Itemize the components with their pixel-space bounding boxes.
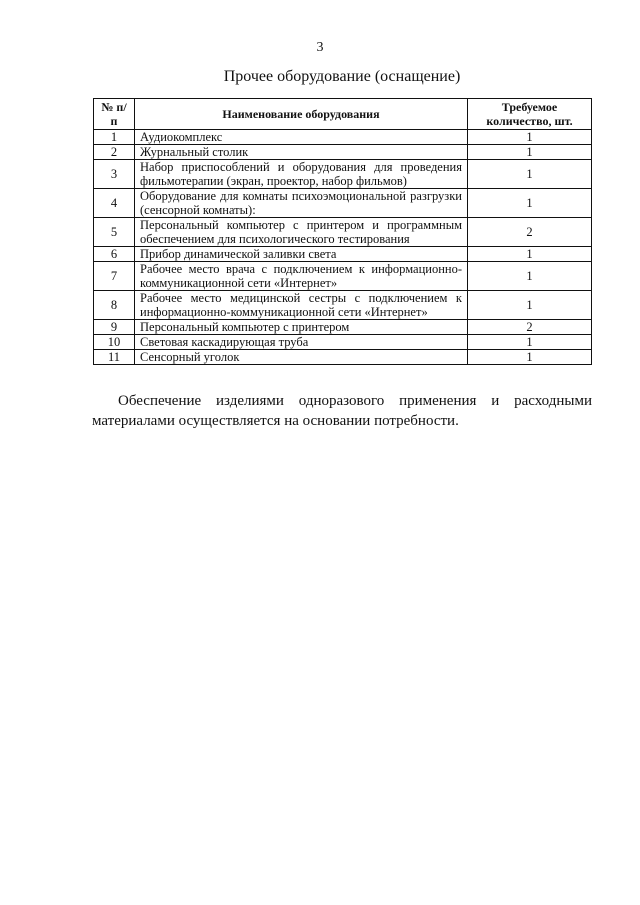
table-row <box>94 130 592 145</box>
row-quantity: 1 <box>468 291 592 320</box>
row-quantity: 1 <box>468 335 592 350</box>
equipment-table <box>93 98 592 365</box>
table-row <box>94 160 592 189</box>
row-equipment-name: Световая каскадирующая труба <box>135 335 468 350</box>
row-number: 4 <box>94 189 135 218</box>
row-quantity: 1 <box>468 247 592 262</box>
row-number: 5 <box>94 218 135 247</box>
row-number: 8 <box>94 291 135 320</box>
page-number: 3 <box>316 40 324 55</box>
table-row <box>94 145 592 160</box>
table-row <box>94 262 592 291</box>
row-quantity: 1 <box>468 350 592 365</box>
table-row <box>94 291 592 320</box>
row-quantity: 1 <box>468 189 592 218</box>
row-quantity: 1 <box>468 145 592 160</box>
row-number: 7 <box>94 262 135 291</box>
row-quantity: 1 <box>468 130 592 145</box>
supply-note: Обеспечение изделиями одноразового применения и расходными материалами осуществляется на основании потребности. <box>92 393 592 429</box>
row-equipment-name: Персональный компьютер с принтером и программным обеспечением для психологического тестирования <box>135 218 468 247</box>
table-row <box>94 189 592 218</box>
row-number: 11 <box>94 350 135 365</box>
row-number: 6 <box>94 247 135 262</box>
row-quantity: 1 <box>468 160 592 189</box>
header-quantity: Требуемое количество, шт. <box>468 99 592 130</box>
row-number: 1 <box>94 130 135 145</box>
document-title: Прочее оборудование (оснащение) <box>223 68 461 85</box>
table-header-row <box>94 99 592 130</box>
row-equipment-name: Аудиокомплекс <box>135 130 468 145</box>
row-equipment-name: Оборудование для комнаты психоэмоциональной разгрузки (сенсорной комнаты): <box>135 189 468 218</box>
row-number: 10 <box>94 335 135 350</box>
row-equipment-name: Набор приспособлений и оборудования для проведения фильмотерапии (экран, проектор, набор фильмов) <box>135 160 468 189</box>
header-number: № п/п <box>94 99 135 130</box>
table-row <box>94 218 592 247</box>
table-row <box>94 320 592 335</box>
row-quantity: 2 <box>468 320 592 335</box>
row-quantity: 1 <box>468 262 592 291</box>
row-quantity: 2 <box>468 218 592 247</box>
row-equipment-name: Журнальный столик <box>135 145 468 160</box>
row-equipment-name: Рабочее место врача с подключением к информационно-коммуникационной сети «Интернет» <box>135 262 468 291</box>
row-equipment-name: Персональный компьютер с принтером <box>135 320 468 335</box>
row-equipment-name: Рабочее место медицинской сестры с подключением к информационно-коммуникационной сети «Интернет» <box>135 291 468 320</box>
row-equipment-name: Сенсорный уголок <box>135 350 468 365</box>
table-row <box>94 335 592 350</box>
header-equipment-name: Наименование оборудования <box>135 99 468 130</box>
table-row <box>94 247 592 262</box>
row-equipment-name: Прибор динамической заливки света <box>135 247 468 262</box>
table-row <box>94 350 592 365</box>
row-number: 9 <box>94 320 135 335</box>
row-number: 3 <box>94 160 135 189</box>
row-number: 2 <box>94 145 135 160</box>
